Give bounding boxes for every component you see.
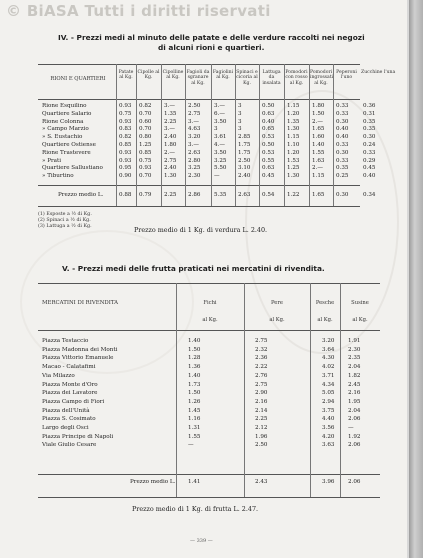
table-iv-cell: 1.40 (312, 142, 325, 148)
table-iv-cell: 3.— (188, 142, 199, 148)
table-iv-mean-value: 0.54 (262, 192, 275, 198)
table-v-cell: 1.73 (188, 381, 201, 388)
table-iv-column-rule (136, 64, 137, 206)
table-iv-cell: 2.25 (164, 118, 177, 125)
table-iv-cell: 3.— (214, 103, 225, 109)
table-iv-cell: 1.35 (164, 110, 177, 117)
table-v-cell: 2.35 (348, 355, 361, 362)
table-v-row-label: Piazza dell'Unità (42, 407, 90, 414)
table-v-row-label: Piazza dei Lavatore (42, 390, 98, 397)
table-v-cell: 2.36 (255, 355, 268, 362)
table-v-cell: 1.50 (188, 390, 201, 397)
table-iv-cell: 1.15 (287, 134, 300, 141)
table-iv-col-header: Fagioli da sgranare al Kg. (186, 70, 210, 86)
table-iv-caption: Prezzo medio di 1 Kg. di verdura L. 2.40. (134, 226, 268, 234)
table-v-cell: 1.40 (188, 372, 201, 379)
table-iv-cell: 3.— (164, 126, 175, 133)
table-iv-mean-value: 1.65 (312, 192, 325, 198)
table-v-col-header-unit: al Kg. (352, 317, 368, 323)
table-iv-cell: 0.65 (262, 126, 275, 133)
table-v-cell: 2.75 (255, 381, 268, 388)
table-v-cell: 2.90 (255, 390, 268, 397)
table-iv-cell: 3.10 (238, 165, 251, 172)
table-iv-cell: 3.20 (188, 134, 201, 141)
table-iv-cell: 0.31 (363, 110, 376, 117)
table-iv-footnote: (2) Spinaci a ½ di Kg. (38, 218, 91, 223)
table-iv-col-header: Pomodori con rosso al Kg. (285, 70, 308, 86)
table-v-cell: 4.40 (322, 416, 335, 423)
table-iv-cell: 2.40 (238, 173, 251, 180)
table-iv-cell: 1.53 (287, 157, 300, 164)
table-iv-cell: 0.33 (336, 103, 349, 109)
table-iv-cell: 0.55 (262, 157, 275, 164)
table-v-cell: 3.71 (322, 372, 335, 379)
table-iv-cell: 0.36 (363, 103, 376, 109)
table-v-cell: 1.95 (348, 398, 361, 405)
table-iv-cell: 2.30 (188, 173, 201, 180)
table-iv-cell: 0.33 (363, 149, 376, 156)
table-iv-col-header: Patate al Kg. (118, 70, 134, 81)
table-v-row-label: Viale Giulio Cesare (42, 442, 97, 449)
table-iv-cell: 0.90 (119, 173, 132, 180)
table-iv-mean-value: 2.25 (164, 192, 177, 198)
table-v-row-label: Piazza Monte d'Oro (42, 381, 98, 388)
table-iv-row-label: » Campo Marzio (42, 126, 89, 133)
table-v-body-rule (38, 474, 380, 475)
table-iv-cell: 0.33 (336, 142, 349, 148)
table-v-cell: 2.16 (348, 390, 361, 397)
table-iv-mean-value: 0.34 (363, 192, 376, 198)
table-v-cell: 5.05 (322, 390, 335, 397)
table-v-mean-value: 2.06 (348, 479, 361, 485)
table-v-row-label: Piazza Principe di Napoli (42, 433, 114, 440)
table-v-header-rule (38, 330, 380, 331)
table-iv-col-header: Lattuga da insalata (262, 70, 281, 86)
table-iv-cell: 2.63 (188, 149, 201, 156)
table-v-cell: 4.34 (322, 381, 335, 388)
table-iv-cell: 0.75 (119, 110, 132, 117)
table-iv-row-label: Quartiere Ostiense (42, 142, 96, 148)
table-v-cell: 2.25 (255, 416, 268, 423)
table-v-col-header-name: Pere (271, 300, 283, 306)
table-iv-cell: 0.63 (262, 165, 275, 172)
table-v-row-label: Largo degli Osci (42, 425, 89, 431)
table-iv-cell: 6.— (214, 110, 225, 117)
table-iv-cell: 2.— (312, 165, 323, 172)
table-v-cell: 1.45 (188, 407, 201, 414)
table-iv-cell: 1.15 (312, 173, 325, 180)
table-v-cell: — (348, 425, 354, 431)
table-v-cell: 2.06 (348, 442, 361, 449)
table-v-cell: 1.36 (188, 364, 201, 371)
table-iv-cell: 1.55 (312, 149, 325, 156)
table-iv-cell: 3.50 (214, 118, 227, 125)
table-iv-cell: 0.35 (363, 126, 376, 133)
table-iv-bottom-rule (38, 206, 360, 207)
table-iv-row-label: » S. Eustachio (42, 134, 83, 141)
table-v-cell: 1.31 (188, 425, 201, 431)
table-iv-cell: 2.80 (188, 157, 201, 164)
table-iv-col-header: Spinaci e cicoria al Kg. (236, 70, 258, 86)
table-v-cell: 3.64 (322, 346, 335, 353)
table-iv-cell: 0.25 (336, 173, 349, 180)
table-iv-cell: 0.60 (139, 118, 152, 125)
table-iv-cell: 2.40 (164, 165, 177, 172)
table-iv-cell: 0.50 (262, 142, 275, 148)
table-v-cell: 2.12 (255, 425, 268, 431)
table-v-cell: 4.20 (322, 433, 335, 440)
table-iv-cell: 0.53 (262, 134, 275, 141)
table-iv-cell: 0.50 (262, 103, 275, 109)
table-v-row-label: Piazza Campo di Fiori (42, 398, 105, 405)
table-v-row-label: Via Milazzo (42, 372, 75, 379)
table-v-bottom-rule (38, 497, 380, 498)
table-v-cell: 2.50 (255, 442, 268, 449)
table-v-column-rule (176, 283, 177, 497)
table-v-cell: 1.28 (188, 355, 201, 362)
table-iv-cell: 3 (238, 126, 242, 133)
table-v-mean-value: 2.43 (255, 479, 268, 485)
table-iv-cell: 0.93 (139, 165, 152, 172)
table-v-row-label: Piazza Vittorio Emanuele (42, 355, 114, 362)
table-iv-row-label: Quartiere Salario (42, 110, 92, 117)
table-iv-cell: 0.83 (119, 126, 132, 133)
table-v-row-label: Piazza Testaccio (42, 338, 89, 344)
table-iv-cell: 0.30 (363, 134, 376, 141)
table-iv-cell: 0.95 (119, 165, 132, 172)
table-v-row-label: Piazza S. Cosimato (42, 416, 96, 423)
table-iv-cell: 0.24 (363, 142, 376, 148)
table-iv-cell: 2.50 (188, 103, 201, 109)
table-iv-footnote: (3) Lattuga a ½ di Kg. (38, 224, 92, 229)
section-v-title: V. - Prezzi medi delle frutta praticati nei mercatini di rivendita. (62, 264, 325, 273)
table-v-mean-label: Prezzo medio L. (130, 479, 176, 485)
table-iv-cell: 0.82 (119, 134, 132, 141)
table-iv-cell: 1.65 (312, 126, 325, 133)
table-iv-row-label: » Tiburtino (42, 173, 74, 180)
table-iv-cell: 2.40 (164, 134, 177, 141)
table-iv-cell: 1.25 (287, 165, 300, 172)
table-iv-cell: 1.30 (287, 173, 300, 180)
table-iv-cell: 0.35 (336, 165, 349, 172)
table-iv-cell: 0.33 (336, 157, 349, 164)
table-iv-col-header: Pomodori ingrossati al Kg. (310, 70, 334, 86)
table-iv-cell: 0.82 (139, 103, 152, 109)
table-iv-column-rule (211, 64, 212, 206)
table-v-col-header-name: Fichi (203, 300, 217, 306)
table-iv-cell: 0.93 (119, 149, 132, 156)
table-iv-mean-value: 2.63 (238, 192, 251, 198)
section-iv-title-line2: di alcuni rioni e quartieri. (158, 43, 265, 52)
table-iv-cell: 1.60 (312, 134, 325, 141)
table-iv-cell: 4.— (214, 142, 225, 148)
table-v-cell: 1.96 (255, 433, 268, 440)
table-iv-col-header: Fagiolini al Kg. (212, 70, 234, 81)
table-iv-cell: 2.75 (188, 110, 201, 117)
table-iv-mean-value: 0.88 (119, 192, 132, 198)
table-iv-row-label: Rione Colonna (42, 118, 84, 125)
table-v-cell: 2.22 (255, 364, 268, 371)
table-v-row-label: Piazza Madonna dei Monti (42, 346, 118, 353)
table-iv-cell: 3 (238, 118, 242, 125)
table-iv-cell: 1.80 (164, 142, 177, 148)
table-iv-cell: 0.93 (119, 118, 132, 125)
table-v-col-header-name: Pesche (315, 300, 335, 306)
table-iv-cell: 1.10 (287, 142, 300, 148)
table-v-column-rule (244, 283, 245, 497)
table-iv-mean-value: 0.79 (139, 192, 152, 198)
table-v-mean-value: 3.96 (322, 479, 335, 485)
table-v-cell: 1.82 (348, 372, 361, 379)
table-iv-cell: 3.25 (214, 157, 227, 164)
table-v-cell: 1.91 (348, 338, 361, 344)
table-iv-body-rule (38, 185, 360, 186)
table-iv-col-header-rioni: RIONI E QUARTIERI (50, 76, 106, 82)
table-iv-mean-value: 2.86 (188, 192, 201, 198)
table-iv-cell: 1.75 (238, 142, 251, 148)
table-v-col-header-unit: al Kg. (317, 317, 333, 323)
table-v-cell: 3.75 (322, 407, 335, 414)
table-iv-cell: 1.35 (287, 118, 300, 125)
table-v-cell: 4.30 (322, 355, 335, 362)
table-iv-cell: 1.80 (312, 103, 325, 109)
copyright-watermark: © BiASA Tutti i diritti riservati (6, 2, 271, 20)
table-v-cell: 1.40 (188, 338, 201, 344)
table-iv-header-rule (38, 99, 360, 100)
table-iv-cell: 1.20 (287, 149, 300, 156)
table-v-cell: 2.04 (348, 407, 361, 414)
table-iv-mean-value: 1.22 (287, 192, 300, 198)
table-v-cell: 2.75 (255, 338, 268, 344)
table-iv-col-header: Peperoni l'uno (336, 70, 357, 81)
table-iv-cell: 0.30 (336, 118, 349, 125)
table-iv-mean-value: 5.35 (214, 192, 227, 198)
table-iv-cell: 2.85 (238, 134, 251, 141)
table-v-cell: 1.92 (348, 433, 361, 440)
table-v-cell: 2.45 (348, 381, 361, 388)
table-iv-cell: 4.63 (188, 126, 201, 133)
table-iv-cell: 1.25 (139, 142, 152, 148)
table-v-row-label: Macao - Calatafimi (42, 364, 96, 371)
table-iv-cell: 1.50 (312, 110, 325, 117)
table-iv-cell: 0.40 (336, 126, 349, 133)
table-iv-cell: 1.30 (164, 173, 177, 180)
table-iv-cell: 0.85 (139, 149, 152, 156)
table-v-cell: 4.02 (322, 364, 335, 371)
table-iv-cell: 1.30 (287, 126, 300, 133)
table-v-cell: 2.16 (255, 398, 268, 405)
table-iv-cell: 0.80 (139, 134, 152, 141)
table-v-mean-value: 1.41 (188, 479, 201, 485)
table-iv-cell: 3.61 (214, 134, 227, 141)
table-v-column-rule (310, 283, 311, 497)
table-v-col-header-unit: al Kg. (269, 317, 285, 323)
table-iv-col-header: Zucchine l'una (361, 70, 396, 75)
table-iv-cell: 0.75 (139, 157, 152, 164)
table-v-cell: 2.04 (348, 364, 361, 371)
table-iv-cell: 0.45 (262, 173, 275, 180)
table-v-cell: 2.06 (348, 416, 361, 423)
table-v-top-rule (38, 283, 380, 284)
table-v-cell: 2.94 (322, 398, 335, 405)
table-v-col-header-unit: al Kg. (202, 317, 218, 323)
table-v-column-rule (340, 283, 341, 497)
table-v-cell: 3.20 (322, 338, 335, 344)
table-iv-cell: 3 (214, 126, 218, 133)
table-iv-cell: 0.33 (336, 110, 349, 117)
section-iv-title-line1: IV. - Prezzi medi al minuto delle patate e delle verdure raccolti nei negozi (58, 33, 365, 42)
table-iv-cell: 0.70 (139, 126, 152, 133)
table-iv-cell: 1.20 (287, 110, 300, 117)
table-iv-cell: 0.93 (119, 103, 132, 109)
table-iv-cell: 0.40 (262, 118, 275, 125)
table-v-cell: 1.50 (188, 346, 201, 353)
table-iv-cell: 0.40 (336, 134, 349, 141)
table-v-caption: Prezzo medio di 1 Kg. di frutta L. 2.47. (132, 505, 259, 513)
table-iv-cell: 0.29 (363, 157, 376, 164)
table-iv-cell: 0.45 (363, 165, 376, 172)
book-spine-edge (409, 0, 423, 558)
table-iv-cell: 3.50 (214, 149, 227, 156)
table-iv-cell: 0.30 (336, 149, 349, 156)
table-iv-col-header: Cipolle al Kg. (137, 70, 160, 81)
table-v-cell: — (188, 442, 194, 449)
table-v-cell: 3.56 (322, 425, 335, 431)
table-iv-cell: 2.75 (164, 157, 177, 164)
table-iv-cell: 2.50 (238, 157, 251, 164)
table-v-cell: 1.55 (188, 433, 201, 440)
table-iv-row-label: Quartiere Sallustiano (42, 165, 103, 172)
table-iv-cell: 0.70 (139, 110, 152, 117)
table-v-cell: 2.76 (255, 372, 268, 379)
table-v-cell: 3.63 (322, 442, 335, 449)
table-iv-cell: 0.85 (119, 142, 132, 148)
table-iv-cell: 2.— (312, 118, 323, 125)
table-iv-cell: 3 (238, 103, 242, 109)
table-iv-cell: 0.63 (262, 110, 275, 117)
table-iv-cell: 3.— (188, 118, 199, 125)
table-iv-col-header: Cipolline al Kg. (162, 70, 184, 81)
table-iv-column-rule (161, 64, 162, 206)
table-iv-cell: 1.15 (287, 103, 300, 109)
table-iv-cell: 5.50 (214, 165, 227, 172)
table-iv-row-label: Rione Trastevere (42, 149, 91, 156)
table-iv-cell: 0.93 (119, 157, 132, 164)
table-v-cell: 1.26 (188, 398, 201, 405)
page-number: — 339 — (190, 538, 213, 544)
table-v-cell: 2.14 (255, 407, 268, 414)
table-v-cell: 1.16 (188, 416, 201, 423)
table-v-col-header-name: Susine (351, 300, 369, 306)
table-iv-cell: 2.— (164, 149, 175, 156)
table-iv-cell: 0.70 (139, 173, 152, 180)
table-iv-cell: 3.— (164, 103, 175, 109)
table-iv-cell: 3.25 (188, 165, 201, 172)
table-iv-top-rule (38, 64, 360, 65)
table-iv-row-label: » Prati (42, 157, 62, 164)
table-iv-column-rule (116, 64, 117, 206)
table-iv-cell: 0.53 (262, 149, 275, 156)
table-v-cell: 2.30 (348, 346, 361, 353)
table-v-cell: 2.32 (255, 346, 268, 353)
table-iv-cell: 0.40 (363, 173, 376, 180)
table-iv-mean-label: Prezzo medio L. (58, 192, 104, 198)
table-iv-row-label: Rione Esquilino (42, 103, 87, 109)
table-iv-column-rule (333, 64, 334, 206)
table-iv-cell: 0.35 (363, 118, 376, 125)
table-iv-mean-value: 0.30 (336, 192, 349, 198)
table-iv-cell: — (214, 173, 220, 180)
table-iv-cell: 1.75 (238, 149, 251, 156)
table-v-col-header-mercatini: MERCATINI DI RIVENDITA (42, 300, 119, 306)
table-iv-footnote: (1) Esposte a ½ di Kg. (38, 212, 92, 217)
table-iv-cell: 3 (238, 110, 242, 117)
table-iv-cell: 1.63 (312, 157, 325, 164)
